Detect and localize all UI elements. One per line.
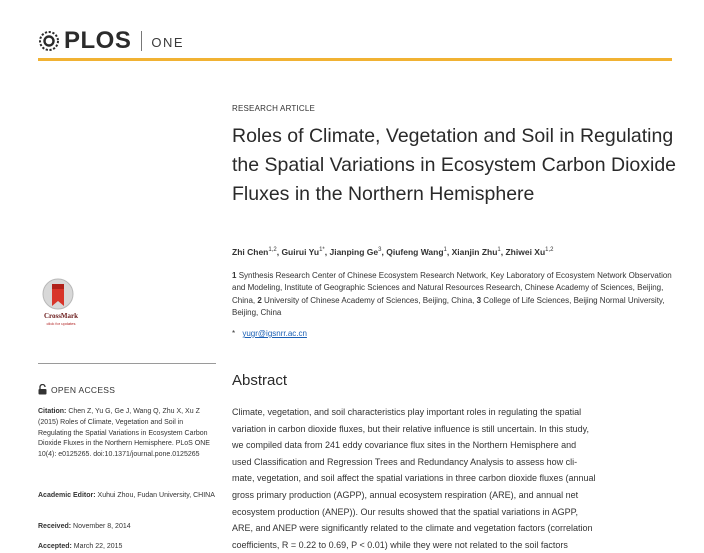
citation-block [38,407,216,461]
author-affiliation-mark: 1,2 [268,247,277,253]
abstract-line: used Classification and Regression Trees and Redundancy Analysis to assess how cli- [232,456,578,467]
header-accent-rule [38,58,672,61]
corresponding-star: * [232,329,236,338]
author-name: Guirui Yu [281,247,320,257]
editor-label: Academic Editor: [38,492,96,499]
affiliation-text: College of Life Sciences, Beijing Normal University, Beijing, China [232,295,665,317]
abstract-line: Climate, vegetation, and soil characteristics play important roles in regulating the spatial [232,407,582,417]
brand-name: PLOS [64,27,132,54]
accepted-block [38,542,216,553]
abstract-body [232,404,672,553]
abstract-line: we compiled data from 241 eddy covariance flux sites in the Northern Hemisphere and [232,440,577,451]
affiliation-text: Synthesis Research Center of Chinese Ecosystem Research Network, Key Laboratory of Ecosystem Network Observation and Modeling, Institute of Geographic Sciences and Natural Resources Research, Chinese Academy of Sciences, Beijing, China, [232,271,672,305]
crossmark-label: CrossMark [43,312,79,320]
author-name: Xianjin Zhu [451,247,498,257]
affiliation-text: University of Chinese Academy of Sciences, Beijing, China, [264,295,475,305]
abstract-line: ecosystem production (ANEP)). Our results showed that the spatial variations in AGPP, [232,506,578,517]
logo-divider [141,31,142,51]
abstract-line: mate, vegetation, and soil affect the spatial variations in three carbon dioxide fluxes (annual [232,473,596,484]
abstract-line: gross primary production (AGPP), annual ecosystem respiration (ARE), and annual net [232,489,579,500]
accepted-text: March 22, 2015 [73,543,123,550]
received-label: Received: [38,523,72,530]
editor-block [38,491,216,502]
sidebar-divider [38,363,216,364]
author-list: Zhi Chen$^{1,2}$, Guirui $Yu^{1*}$, Jianping Ge$^3$, Qiufeng Wang$^1$, Xianjin Zhu$^1$, Zhiwei Xu$^{1,2}$ [232,247,554,257]
article-title: Roles of Climate, Vegetation and Soil in Regulating the Spatial Variations in Ecosystem Carbon Dioxide Fluxes in the Northern Hemisphere [232,125,677,205]
author-name: Qiufeng Wang [386,247,444,257]
citation-text: Chen Z, Yu G, Ge J, Wang Q, Zhu X, Xu Z (2015) Roles of Climate, Vegetation and Soil in Regulating the Spatial Variations in Ecosystem Carbon Dioxide Fluxes in the Northern Hemisphere. PLoS ONE 10(4): e0125265. doi:10.1371/journal.pone.0125265 [38,408,210,459]
author-affiliation-mark: 1 [497,247,501,253]
citation-label: Citation: [38,408,67,415]
affiliation-number: 1 [232,271,237,280]
abstract-heading: Abstract [232,372,288,389]
author-affiliation-mark: 1* [319,247,325,253]
received-text: November 8, 2014 [73,523,131,530]
affiliations [232,270,682,319]
received-block [38,522,216,533]
author-name: Jianping Ge [329,247,379,257]
author-affiliation-mark: 3 [378,247,382,253]
open-lock-icon [38,384,47,395]
corresponding-email-link[interactable]: yugr@igsnrr.ac.cn [242,329,307,338]
open-access-badge [38,384,115,395]
author-name: Zhiwei Xu [505,247,546,257]
plos-logo-icon [38,30,60,52]
author-affiliation-mark: 1 [443,247,447,253]
author-affiliation-mark: 1,2 [545,247,554,253]
affiliation-number: 3 [476,295,482,305]
affiliation-number: 2 [257,295,262,305]
editor-text: Xuhui Zhou, Fudan University, CHINA [97,492,215,499]
plos-one-logo[interactable] [38,26,184,56]
accepted-label: Accepted: [38,543,72,550]
crossmark-sublabel: click for updates [46,321,76,326]
article-type: RESEARCH ARTICLE [232,104,316,113]
open-access-label: OPEN ACCESS [51,384,116,395]
abstract-line: variation in carbon dioxide fluxes, but their relative influence is still uncertain. In this study, [232,423,590,434]
abstract-line: ARE, and ANEP were significantly related to the climate and vegetation factors (correlation [232,523,593,534]
abstract-line: coefficients, R = 0.22 to 0.69, P < 0.01) while they were not related to the soil factors [232,539,568,550]
corresponding-author [232,329,307,338]
author-name: Zhi Chen [232,247,269,257]
journal-name: ONE [151,34,185,50]
